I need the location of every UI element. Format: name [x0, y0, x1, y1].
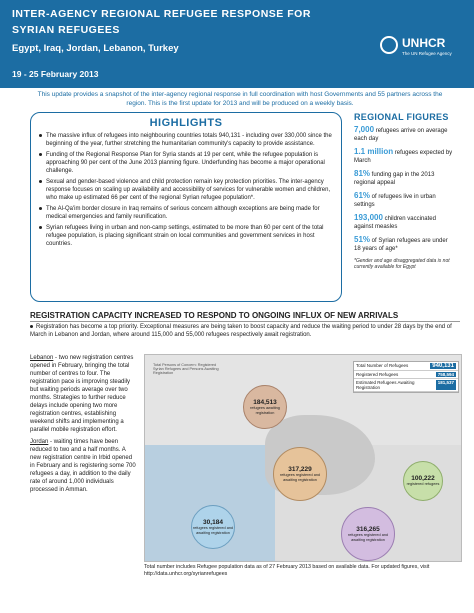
unhcr-emblem-icon [380, 36, 398, 54]
stats-row-awaiting: Estimated Refugees Awaiting Registration 181,537 [354, 379, 458, 392]
egypt-bubble: 30,184 refugees registered and awaiting registration [191, 505, 235, 549]
lebanon-bubble: 317,229 refugees registered and awaiting registration [273, 447, 327, 501]
report-header [0, 0, 474, 88]
turkey-bubble: 184,513 refugees awaiting registration [243, 385, 287, 429]
highlights-box [30, 112, 342, 302]
map-stats-table [353, 361, 459, 393]
bullet-icon [39, 207, 42, 210]
stats-row-total: Total Number of Refugees 940,131 [354, 362, 458, 371]
report-dates: 19 - 25 February 2013 [12, 69, 99, 79]
report-title-line2: SYRIAN REFUGEES [12, 24, 120, 36]
registration-intro: Registration has become a top priority. Exceptional measures are being taken to boost capacity and reduce the waiting period to under 28 days by the end of March in Lebanon and Jordan, where around 115,000 and 55,000 refugees respectively await registration. [30, 324, 452, 338]
highlight-item: Funding of the Regional Response Plan for Syria stands at 19 per cent, while the refugee population is approaching 90 per cent of the June 2013 planning figure. Underfunding has become a major operational challenge. [39, 151, 335, 175]
bullet-icon [39, 180, 42, 183]
highlight-item: The Al-Qa'im border closure in Iraq remains of serious concern although exceptions are being made for medical emergencies and family reunification. [39, 205, 335, 221]
bullet-icon [39, 153, 42, 156]
highlight-item: Syrian refugees living in urban and non-camp settings, estimated to be more than 60 per cent of the total refugee population, is placing significant strain on local communities and government services in host countries. [39, 224, 335, 248]
refugee-map [144, 354, 462, 562]
highlight-item: Sexual and gender-based violence and child protection remain key protection priorities. The inter-agency response focuses on scaling up availability and accessibility of services for vulnerable women and children, who make up estimated 66 per cent of the regional Syrian refugee population*. [39, 178, 335, 202]
figure-item: 61% of refugees live in urban settings [354, 191, 436, 208]
jordan-paragraph: Jordan - waiting times have been reduced to two and a half months. A new registration centre in Irbid opened in February and is registering some 700 refugees a day, in addition to the daily rate of around 1,000 individuals processed in Amman. [30, 439, 136, 493]
registration-details [30, 354, 138, 498]
figure-item: 81% funding gap in the 2013 regional appeal [354, 169, 435, 186]
figure-item: 7,000 refugees arrive on average each day [354, 125, 448, 142]
bullet-icon [39, 226, 42, 229]
bullet-icon [30, 325, 33, 328]
regional-figures [350, 112, 456, 270]
stats-row-registered: Registered Refugees 758,594 [354, 371, 458, 379]
figure-item: 193,000 children vaccinated against measles [354, 213, 436, 230]
logo-subtitle: The UN Refugee Agency [402, 51, 452, 56]
figure-item: 51% of Syrian refugees are under 18 years of age* [354, 235, 448, 252]
figures-title: REGIONAL FIGURES [354, 112, 449, 122]
lebanon-paragraph: Lebanon - two new registration centres opened in February, bringing the total number of centres to four. The registration pace is improving steadily but waiting periods average over two months. Strategies to further reduce delays include opening two more registration centres, establishing weekend shifts and implementing a parallel mobile registration effort. [30, 355, 134, 433]
unhcr-logo [380, 30, 460, 70]
jordan-bubble: 316,265 refugees registered and awaiting registration [341, 507, 395, 561]
registration-section-title: REGISTRATION CAPACITY INCREASED TO RESPOND TO ONGOING INFLUX OF NEW ARRIVALS [30, 311, 460, 322]
iraq-bubble: 100,222 registered refugees [403, 461, 443, 501]
logo-name: UNHCR [402, 36, 446, 50]
figure-item: 1.1 million refugees expected by March [354, 147, 453, 164]
report-countries: Egypt, Iraq, Jordan, Lebanon, Turkey [12, 43, 179, 54]
intro-text: This update provides a snapshot of the inter-agency regional response in full coordination with host Governments and 55 partners across the region. This is the first update for 2013 and will be produced on a weekly basis. [37, 91, 443, 107]
map-legend: Total Persons of Concern: Registered Syrian Refugees and Persons Awaiting Registration [153, 363, 219, 375]
report-title-line1: INTER-AGENCY REGIONAL REFUGEE RESPONSE FOR [12, 8, 311, 20]
highlights-title: HIGHLIGHTS [149, 117, 223, 129]
map-caption: Total number includes Refugee population data as of 27 February 2013 based on available data. For updated figures, visit http://data.unhcr.org/syrianrefugees [144, 564, 430, 577]
figures-note: *Gender and age disaggregated data is not currently available for Egypt [354, 258, 450, 270]
highlight-item: The massive influx of refugees into neighbouring countries totals 940,131 - including over 330,000 since the beginning of the year, further stretching the humanitarian community's capacity to provide assistance. [39, 132, 335, 148]
bullet-icon [39, 134, 42, 137]
